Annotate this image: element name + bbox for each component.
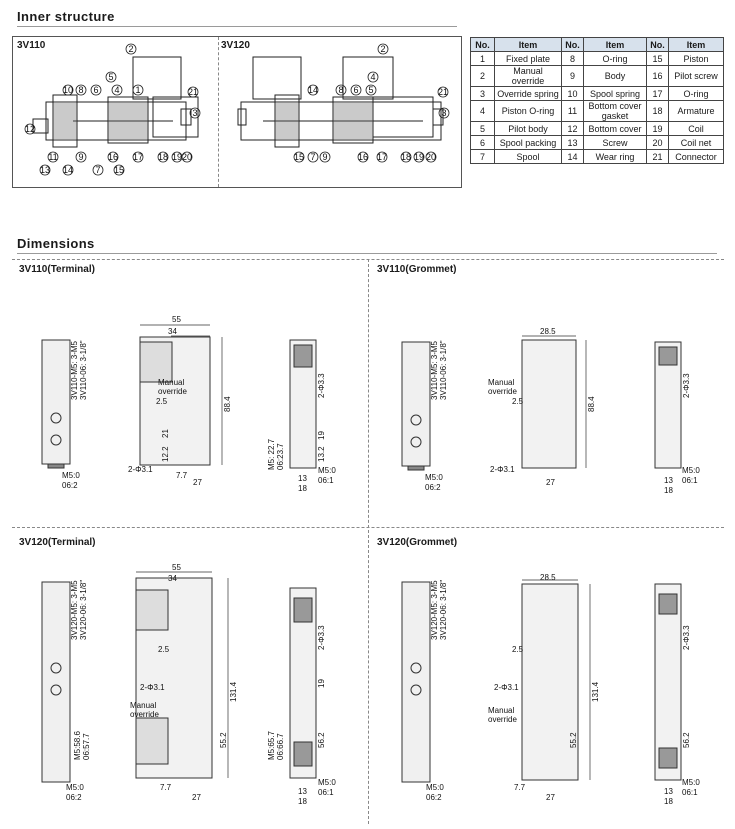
- override-label-b: override: [488, 387, 517, 396]
- dim-27-b: 27: [546, 478, 555, 487]
- part-name: Piston O-ring: [495, 101, 562, 122]
- part-number: 12: [562, 122, 584, 136]
- svg-text:7: 7: [310, 152, 316, 162]
- port-spec-120-m5-b: 3V120-M5: 3-M5: [430, 580, 439, 640]
- svg-text:14: 14: [62, 165, 74, 175]
- dim-55-2-b: 55.2: [569, 732, 578, 748]
- svg-text:19: 19: [413, 152, 425, 162]
- override-label: override: [158, 387, 187, 396]
- svg-text:6: 6: [93, 85, 99, 95]
- dim-56-2: 56.2: [317, 732, 326, 748]
- part-name: Armature: [669, 101, 724, 122]
- dim-21: 21: [161, 429, 170, 438]
- part-number: 10: [562, 87, 584, 101]
- g-06-1-b: 06:1: [682, 476, 698, 485]
- dim-13: 13: [298, 474, 307, 483]
- svg-text:8: 8: [78, 85, 84, 95]
- svg-text:15: 15: [113, 165, 125, 175]
- dim-55-2: 55.2: [219, 732, 228, 748]
- dimensions-title: Dimensions: [17, 236, 95, 251]
- dim-13-2: 13.2: [317, 446, 326, 462]
- m5-0-e: M5:0: [66, 783, 84, 792]
- svg-text:5: 5: [368, 85, 374, 95]
- svg-text:14: 14: [307, 85, 319, 95]
- m5-0-h: M5:0: [682, 778, 700, 787]
- port-spec-120-m5: 3V120-M5: 3-M5: [70, 580, 79, 640]
- port-spec-m5-b: 3V110-M5: 3-M5: [430, 341, 439, 400]
- manual-label-c: Manual: [130, 701, 157, 710]
- svg-text:9: 9: [322, 152, 328, 162]
- svg-text:4: 4: [370, 72, 376, 82]
- g-06-2-b: 06:2: [425, 483, 441, 492]
- part-number: 17: [647, 87, 669, 101]
- part-name: Coil: [669, 122, 724, 136]
- svg-text:12: 12: [24, 124, 36, 134]
- header-item: Item: [584, 38, 647, 52]
- dim-27-c: 27: [192, 793, 201, 802]
- m5-0: M5:0: [62, 471, 80, 480]
- part-name: Screw: [584, 136, 647, 150]
- svg-text:18: 18: [400, 152, 412, 162]
- dim-18-b: 18: [664, 486, 673, 495]
- m5-0-g: M5:0: [426, 783, 444, 792]
- dim-19-c: 19: [317, 679, 326, 688]
- dim-131-4: 131.4: [229, 681, 238, 702]
- port-spec-m5: 3V110-M5: 3-M5: [70, 341, 79, 400]
- dim-18: 18: [298, 484, 307, 493]
- part-name: Bottom cover: [584, 122, 647, 136]
- dim-7-7: 7.7: [176, 471, 188, 480]
- part-number: 11: [562, 101, 584, 122]
- g-06-2-c: 06:2: [66, 793, 82, 802]
- header-no: No.: [471, 38, 495, 52]
- svg-text:1: 1: [135, 85, 141, 95]
- svg-text:13: 13: [39, 165, 51, 175]
- m5-22-7: M5: 22.7: [267, 438, 276, 470]
- part-name: Body: [584, 66, 647, 87]
- header-item: Item: [495, 38, 562, 52]
- dim-28-5-b: 28.5: [540, 573, 556, 582]
- svg-text:17: 17: [376, 152, 388, 162]
- dim-27: 27: [193, 478, 202, 487]
- dim-18-c: 18: [298, 797, 307, 806]
- port-spec-06-b: 3V110-06: 3-1/8": [439, 340, 448, 400]
- svg-text:7: 7: [95, 165, 101, 175]
- part-number: 21: [647, 150, 669, 164]
- dim-19: 19: [317, 431, 326, 440]
- part-name: Spool spring: [584, 87, 647, 101]
- phi-3-3-c: 2-Φ3.3: [317, 625, 326, 650]
- phi-3-1: 2-Φ3.1: [128, 465, 153, 474]
- part-name: O-ring: [669, 87, 724, 101]
- dim-55: 55: [172, 315, 181, 324]
- cell-title-3v120-grommet: 3V120(Grommet): [377, 537, 458, 548]
- m5-0-f: M5:0: [318, 778, 336, 787]
- svg-text:6: 6: [353, 85, 359, 95]
- header-no: No.: [562, 38, 584, 52]
- header-no: No.: [647, 38, 669, 52]
- part-number: 19: [647, 122, 669, 136]
- svg-text:16: 16: [107, 152, 119, 162]
- g-06-2-d: 06:2: [426, 793, 442, 802]
- part-number: 9: [562, 66, 584, 87]
- part-number: 20: [647, 136, 669, 150]
- svg-text:8: 8: [338, 85, 344, 95]
- g-06-1: 06:1: [318, 476, 334, 485]
- dim-2-5-d: 2.5: [512, 645, 524, 654]
- g-06-1-d: 06:1: [682, 788, 698, 797]
- part-name: Manual override: [495, 66, 562, 87]
- svg-text:20: 20: [181, 152, 193, 162]
- manual-label: Manual: [158, 378, 185, 387]
- svg-text:17: 17: [132, 152, 144, 162]
- structure-label-3v110: 3V110: [17, 40, 46, 51]
- svg-text:19: 19: [171, 152, 183, 162]
- g-06-2: 06:2: [62, 481, 78, 490]
- svg-text:2: 2: [380, 44, 386, 54]
- svg-text:3: 3: [192, 108, 198, 118]
- part-number: 5: [471, 122, 495, 136]
- override-label-c: override: [130, 710, 159, 719]
- part-name: Piston: [669, 52, 724, 66]
- phi-3-3-b: 2-Φ3.3: [682, 373, 691, 398]
- dim-28-5: 28.5: [540, 327, 556, 336]
- m5-0-d: M5:0: [682, 466, 700, 475]
- m5-0-b: M5:0: [318, 466, 336, 475]
- g-06-57-7: 06:57.7: [82, 733, 91, 760]
- svg-text:10: 10: [62, 85, 74, 95]
- dim-18-d: 18: [664, 797, 673, 806]
- svg-text:21: 21: [437, 87, 449, 97]
- inner-structure-title: Inner structure: [17, 9, 115, 24]
- dim-88-4-b: 88.4: [587, 396, 596, 412]
- g-06-1-c: 06:1: [318, 788, 334, 797]
- part-name: Pilot screw: [669, 66, 724, 87]
- port-spec-120-06: 3V120-06: 3-1/8": [79, 579, 88, 640]
- port-spec-06: 3V110-06: 3-1/8": [79, 340, 88, 400]
- part-name: O-ring: [584, 52, 647, 66]
- dim-2-5: 2.5: [156, 397, 168, 406]
- svg-text:20: 20: [425, 152, 437, 162]
- svg-text:4: 4: [114, 85, 120, 95]
- dim-131-4-b: 131.4: [591, 681, 600, 702]
- part-name: Spool packing: [495, 136, 562, 150]
- part-name: Bottom cover gasket: [584, 101, 647, 122]
- dim-13-c: 13: [298, 787, 307, 796]
- svg-text:5: 5: [108, 72, 114, 82]
- svg-text:9: 9: [78, 152, 84, 162]
- dim-56-2-b: 56.2: [682, 732, 691, 748]
- part-name: Connector: [669, 150, 724, 164]
- m5-58-6: M5:58.6: [73, 731, 82, 760]
- part-name: Coil net: [669, 136, 724, 150]
- cell-title-3v110-terminal: 3V110(Terminal): [19, 264, 95, 275]
- part-name: Fixed plate: [495, 52, 562, 66]
- g-06-23-7: 06:23.7: [276, 443, 285, 470]
- dim-7-7-c: 7.7: [160, 783, 172, 792]
- phi-3-1-b: 2-Φ3.1: [490, 465, 515, 474]
- part-number: 14: [562, 150, 584, 164]
- cell-title-3v110-grommet: 3V110(Grommet): [377, 264, 457, 275]
- dim-34: 34: [168, 327, 177, 336]
- port-spec-120-06-b: 3V120-06: 3-1/8": [439, 579, 448, 640]
- g-06-66-7: 06:66.7: [276, 733, 285, 760]
- dim-2-5-c: 2.5: [158, 645, 170, 654]
- dim-12-2: 12.2: [161, 446, 170, 462]
- structure-label-3v120: 3V120: [221, 40, 250, 51]
- part-name: Wear ring: [584, 150, 647, 164]
- dim-13-b: 13: [664, 476, 673, 485]
- dim-13-d: 13: [664, 787, 673, 796]
- dim-2-5-b: 2.5: [512, 397, 524, 406]
- phi-3-3: 2-Φ3.3: [317, 373, 326, 398]
- part-number: 15: [647, 52, 669, 66]
- part-number: 8: [562, 52, 584, 66]
- cell-title-3v120-terminal: 3V120(Terminal): [19, 537, 96, 548]
- dim-88-4: 88.4: [223, 396, 232, 412]
- manual-label-b: Manual: [488, 378, 515, 387]
- part-name: Spool: [495, 150, 562, 164]
- part-number: 7: [471, 150, 495, 164]
- part-number: 1: [471, 52, 495, 66]
- svg-text:2: 2: [128, 44, 134, 54]
- dim-55-c: 55: [172, 563, 181, 572]
- part-name: Override spring: [495, 87, 562, 101]
- dim-7-7-d: 7.7: [514, 783, 526, 792]
- part-number: 18: [647, 101, 669, 122]
- part-number: 3: [471, 87, 495, 101]
- part-number: 4: [471, 101, 495, 122]
- svg-text:11: 11: [48, 152, 58, 162]
- header-item: Item: [669, 38, 724, 52]
- manual-label-d: Manual: [488, 706, 515, 715]
- part-number: 6: [471, 136, 495, 150]
- svg-text:15: 15: [293, 152, 305, 162]
- m5-65-7: M5:65.7: [267, 731, 276, 760]
- override-label-d: override: [488, 715, 517, 724]
- dim-34-c: 34: [168, 574, 177, 583]
- part-name: Pilot body: [495, 122, 562, 136]
- svg-text:16: 16: [357, 152, 369, 162]
- svg-text:18: 18: [157, 152, 169, 162]
- m5-0-c: M5:0: [425, 473, 443, 482]
- svg-text:3: 3: [441, 108, 447, 118]
- dim-27-d: 27: [546, 793, 555, 802]
- part-number: 2: [471, 66, 495, 87]
- phi-3-1-c: 2-Φ3.1: [140, 683, 165, 692]
- phi-3-1-d: 2-Φ3.1: [494, 683, 519, 692]
- part-number: 16: [647, 66, 669, 87]
- phi-3-3-d: 2-Φ3.3: [682, 625, 691, 650]
- part-number: 13: [562, 136, 584, 150]
- svg-text:21: 21: [187, 87, 199, 97]
